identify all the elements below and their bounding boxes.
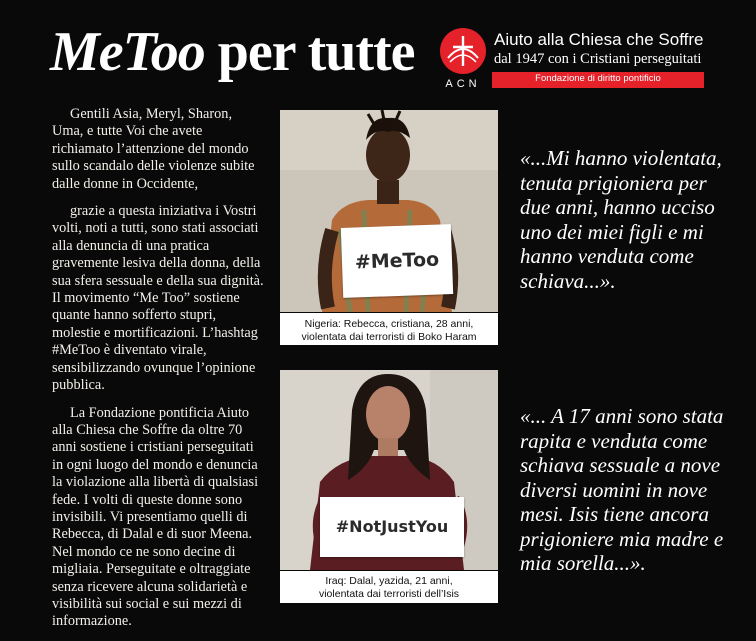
caption-dalal-line1: Iraq: Dalal, yazida, 21 anni, — [325, 575, 453, 587]
body-paragraph-3: La Fondazione pontificia Aiuto alla Chiesa che Soffre da oltre 70 anni sostiene i cristiani perseguitati in ogni luogo del mondo e denuncia la violazione alla libertà di qualsiasi fede. I volti di queste donne sono invisibili. Vi presentiamo quelli di Rebecca, di Dalal e di suor Meena. Nel mondo ce ne sono decine di migliaia. Perseguitate e oltraggiate senza ricevere alcuna solidarietà e visibilità sui social e sui mezzi di informazione. — [52, 404, 259, 630]
org-tag: Fondazione di diritto pontificio — [535, 73, 661, 84]
caption-rebecca-line2: violentata dai terroristi di Boko Haram — [301, 330, 477, 343]
org-subtitle: dal 1947 con i Cristiani perseguitati — [494, 51, 702, 67]
sign-notjustyou: #NotJustYou — [320, 497, 464, 557]
acn-logo-icon — [440, 28, 486, 74]
logo-acn-text: ACN — [445, 78, 481, 90]
body-text — [52, 106, 264, 641]
title-italic: MeToo — [50, 21, 205, 83]
caption-dalal — [280, 571, 498, 603]
sign-metoo: #MeToo — [341, 224, 453, 298]
title-rest: per tutte — [217, 21, 415, 83]
org-tag-bar — [492, 72, 704, 88]
body-paragraph-1: Gentili Asia, Meryl, Sharon, Uma, e tutte Voi che avete richiamato l’attenzione del mondo sullo scandalo delle violenze subite dalle donne in Occidente, — [52, 106, 255, 192]
body-paragraph-2: grazie a questa iniziativa i Vostri volti, noti a tutti, sono stati associati alla denuncia di una pratica gravemente lesiva della donna, della sua sfera sessuale e della sua dignità. Il movimento “Me Too” sostiene quante hanno sofferto stupri, molestie e mortificazioni. L’hashtag #MeToo è diventato virale, sensibilizzando ovunque l’opinione pubblica. — [52, 203, 264, 394]
caption-rebecca-line1: Nigeria: Rebecca, cristiana, 28 anni, — [304, 318, 474, 330]
caption-rebecca — [280, 313, 498, 345]
quote-rebecca: «...Mi hanno violentata, tenuta prigioniera per due anni, hanno ucciso uno dei miei figli e mi hanno venduta come schiava...». — [520, 146, 722, 293]
caption-dalal-line2: violentata dai terroristi dell’Isis — [318, 587, 460, 600]
page-title — [50, 22, 415, 82]
quote-dalal: «... A 17 anni sono stata rapita e venduta come schiava sessuale a nove diversi uomini in nove mesi. Isis tiene ancora prigioniere mia madre e mia sorella...». — [520, 404, 724, 575]
org-name: Aiuto alla Chiesa che Soffre — [494, 30, 704, 49]
